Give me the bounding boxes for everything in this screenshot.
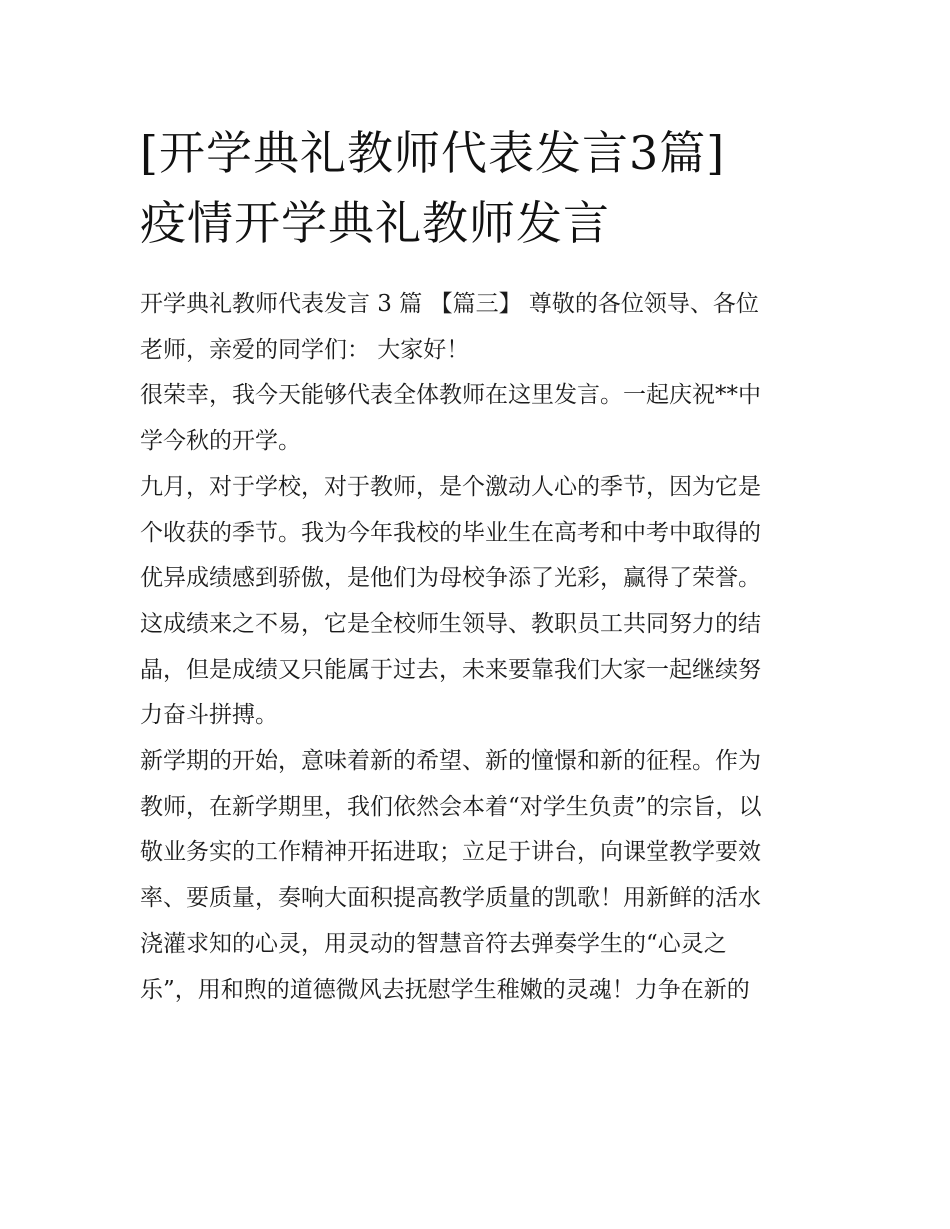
body-line: 老师，亲爱的同学们： 大家好！ (140, 336, 470, 363)
body-line: 敬业务实的工作精神开拓进取；立足于讲台，向课堂教学要效 (140, 839, 761, 866)
title-line: [开学典礼教师代表发言3篇] (140, 126, 726, 180)
body-line: 个收获的季节。我为今年我校的毕业生在高考和中考中取得的 (140, 519, 761, 546)
body-line: 开学典礼教师代表发言 3 篇 【篇三】 尊敬的各位领导、各位 (140, 291, 759, 317)
document-body (140, 282, 820, 1013)
body-line: 率、要质量，奏响大面积提高教学质量的凯歌！用新鲜的活水 (140, 885, 761, 912)
body-line: 乐”，用和煦的道德微风去抚慰学生稚嫩的灵魂！力争在新的 (140, 976, 750, 1003)
body-line: 力奋斗拼搏。 (140, 702, 278, 729)
body-line: 很荣幸，我今天能够代表全体教师在这里发言。一起庆祝**中 (140, 382, 761, 409)
body-line: 这成绩来之不易，它是全校师生领导、教职员工共同努力的结 (140, 610, 761, 637)
body-line: 新学期的开始，意味着新的希望、新的憧憬和新的征程。作为 (140, 748, 761, 775)
document-title (140, 118, 840, 258)
body-line: 教师，在新学期里，我们依然会本着“对学生负责”的宗旨，以 (140, 793, 762, 820)
body-line: 学今秋的开学。 (140, 428, 301, 455)
body-line: 晶，但是成绩又只能属于过去，未来要靠我们大家一起继续努 (140, 656, 761, 683)
body-line: 浇灌求知的心灵，用灵动的智慧音符去弹奏学生的“心灵之 (140, 930, 727, 957)
body-line: 优异成绩感到骄傲，是他们为母校争添了光彩，赢得了荣誉。 (140, 565, 761, 592)
body-line: 九月，对于学校，对于教师，是个激动人心的季节，因为它是 (140, 473, 761, 500)
title-line: 疫情开学典礼教师发言 (140, 196, 610, 250)
